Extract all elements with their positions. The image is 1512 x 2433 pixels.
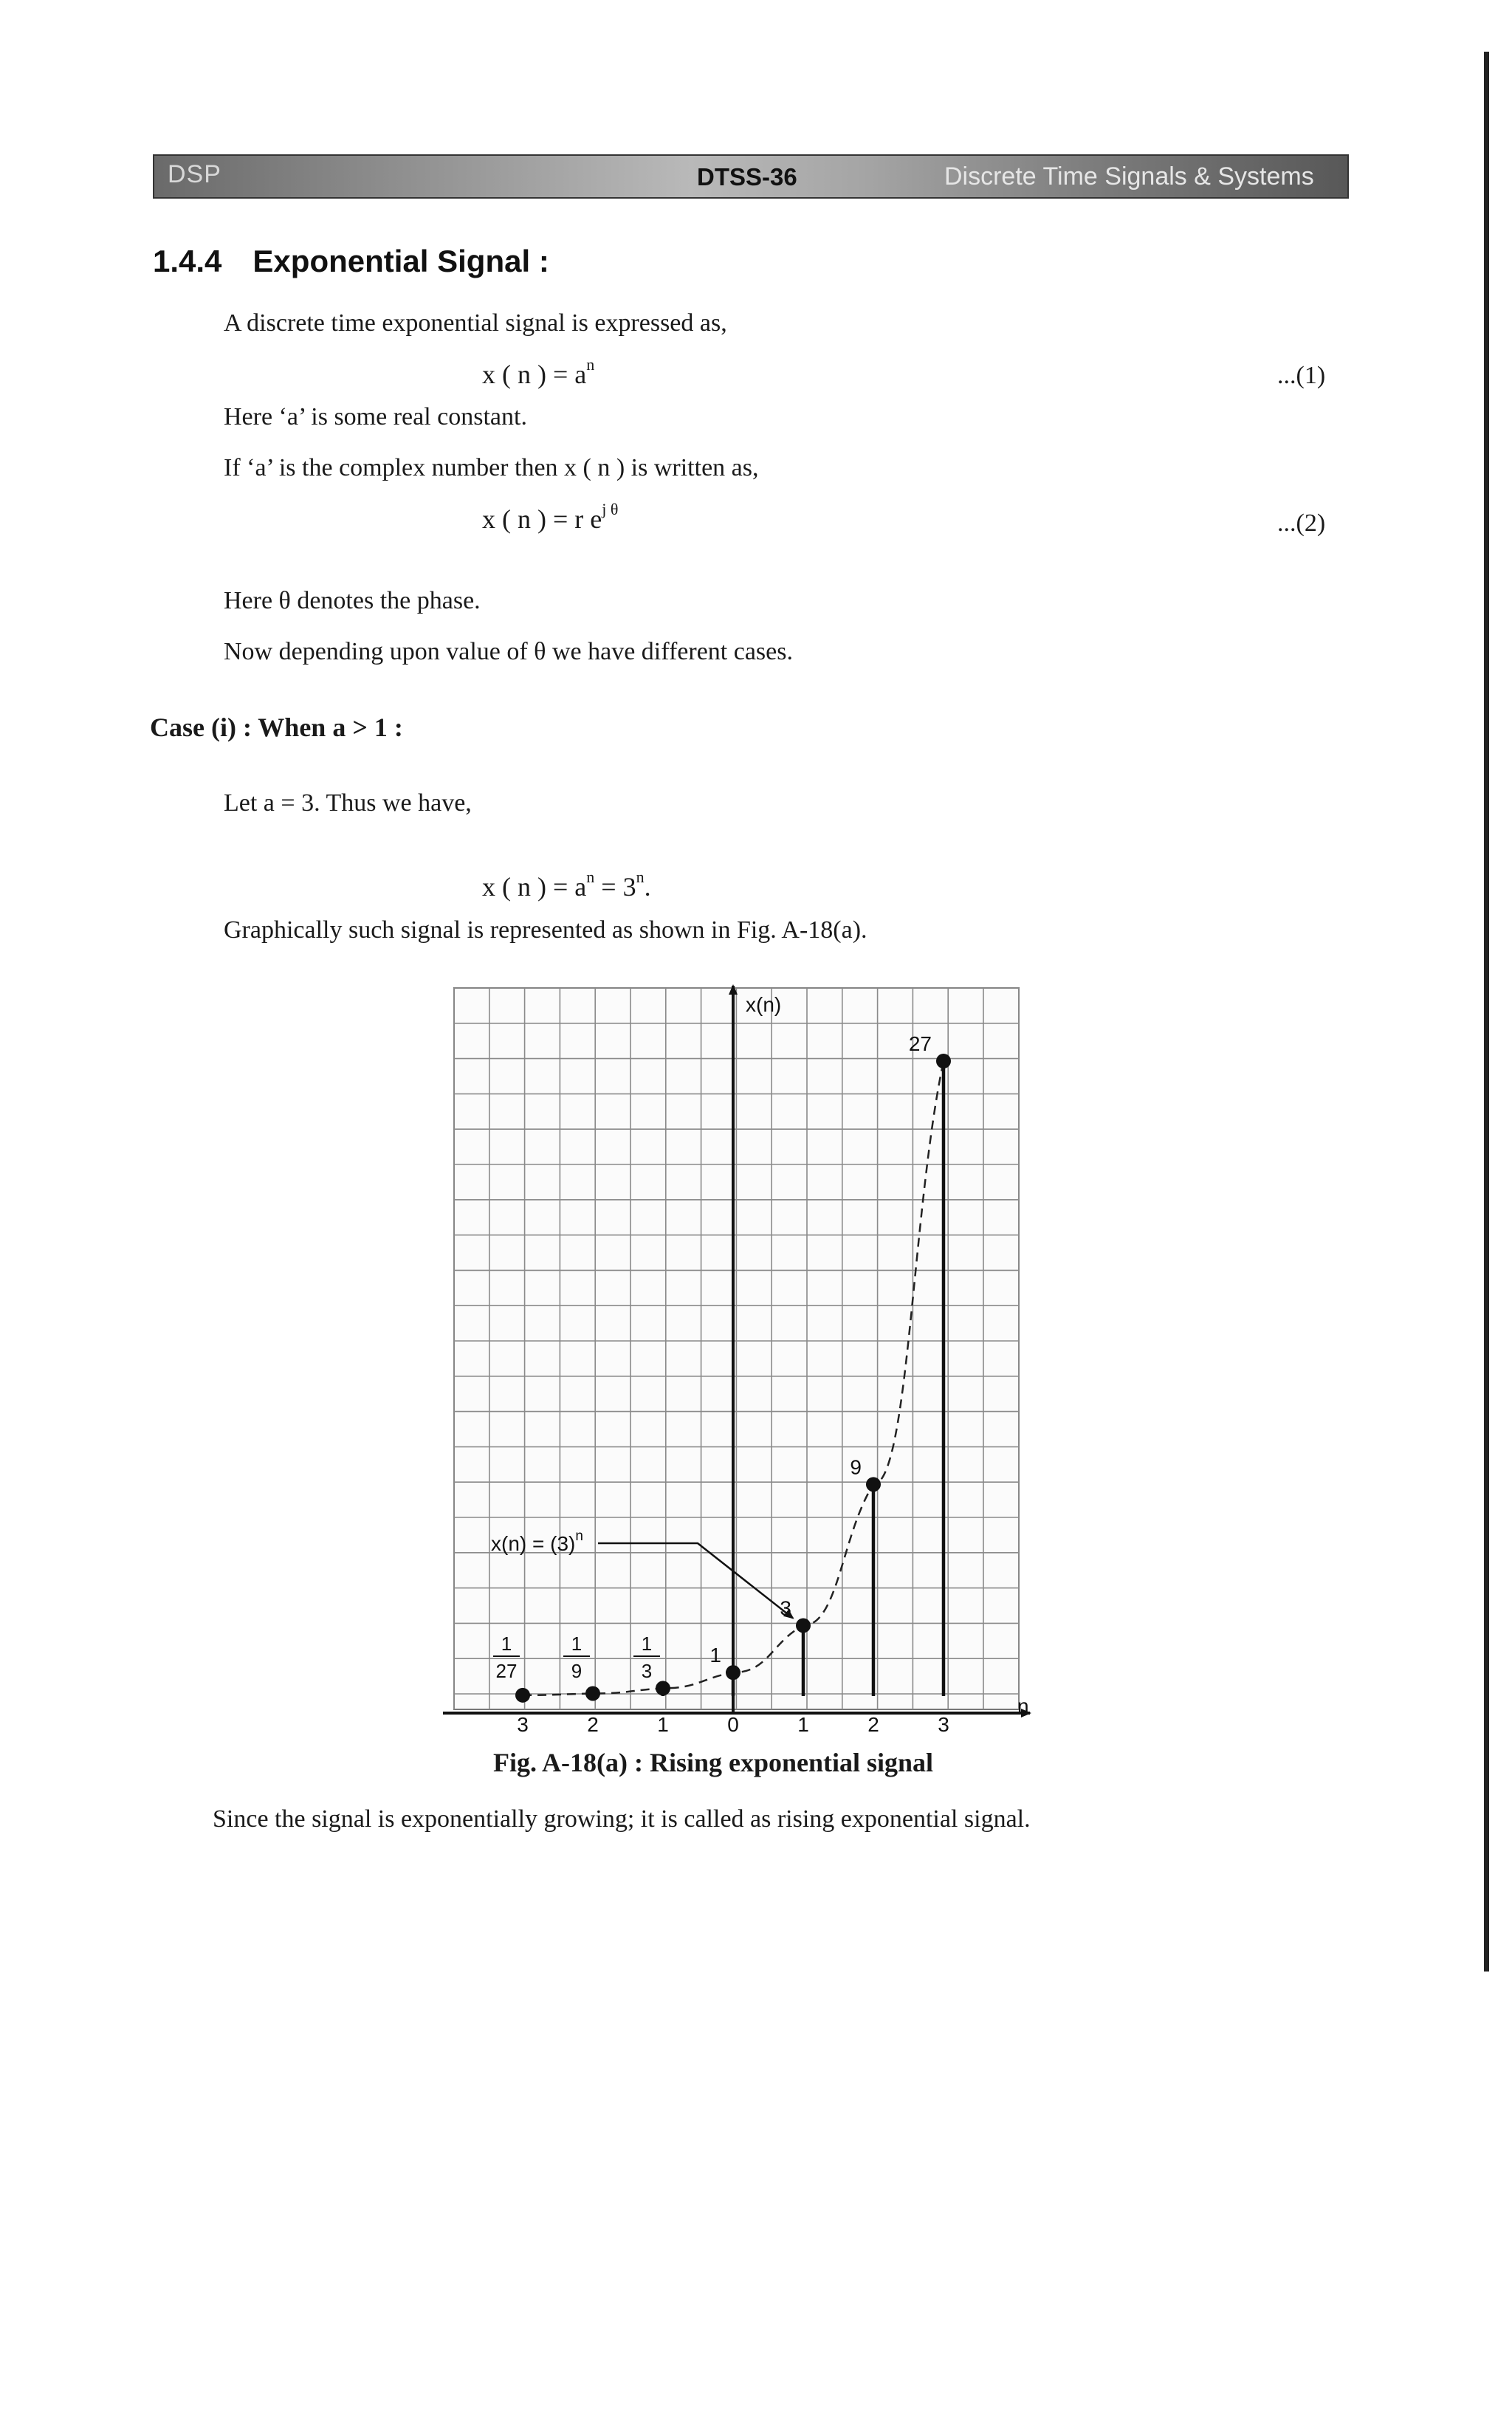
- equation-2: [482, 500, 619, 535]
- page-edge-shadow: [1484, 52, 1489, 1972]
- data-label-numerator: 1: [571, 1633, 583, 1655]
- y-axis-label: x(n): [746, 993, 782, 1016]
- x-tick-label: 0: [727, 1713, 739, 1735]
- section-heading: [153, 244, 549, 279]
- data-label-denominator: 9: [571, 1660, 583, 1682]
- data-label-denominator: 27: [495, 1660, 518, 1682]
- phase-line: Here θ denotes the phase.: [224, 587, 481, 614]
- data-point: [796, 1618, 811, 1633]
- data-label: 3: [780, 1596, 791, 1620]
- header-left-text: DSP: [168, 160, 221, 188]
- equation-1-number: ...(1): [1277, 362, 1326, 389]
- section-number: 1.4.4: [153, 244, 222, 278]
- intro-paragraph: A discrete time exponential signal is expressed as,: [224, 309, 727, 337]
- equation-2-number: ...(2): [1277, 509, 1326, 537]
- x-tick-label: 1: [797, 1713, 809, 1735]
- data-label-numerator: 1: [501, 1633, 512, 1655]
- data-label: 1: [709, 1644, 721, 1667]
- x-tick-label: 3: [517, 1713, 529, 1735]
- exponential-stem-plot: [443, 982, 1034, 1735]
- data-point: [585, 1686, 600, 1701]
- data-point: [515, 1688, 530, 1703]
- equation-3-part-1: x ( n ) = a: [482, 872, 587, 902]
- running-header: [153, 154, 1349, 199]
- data-label-numerator: 1: [641, 1633, 653, 1655]
- equation-3-exp-1: n: [586, 868, 595, 886]
- complex-number-line: If ‘a’ is the complex number then x ( n ) is written as,: [224, 454, 759, 481]
- data-label-denominator: 3: [641, 1660, 653, 1682]
- data-label: 27: [908, 1032, 932, 1055]
- header-page-id: DTSS-36: [697, 163, 797, 191]
- cases-line: Now depending upon value of θ we have different cases.: [224, 638, 793, 665]
- equation-2-exponent: j θ: [602, 500, 619, 518]
- real-constant-line: Here ‘a’ is some real constant.: [224, 403, 527, 430]
- curve-annotation: $x(n) = (3)^n$: [491, 1528, 583, 1555]
- header-section-name: Discrete Time Signals & Systems: [944, 162, 1314, 191]
- section-title: Exponential Signal :: [252, 244, 549, 278]
- data-point: [866, 1477, 881, 1492]
- data-label: 9: [850, 1455, 862, 1479]
- equation-3-exp-2: n: [636, 868, 645, 886]
- graph-reference-line: Graphically such signal is represented as shown in Fig. A-18(a).: [224, 916, 867, 944]
- data-point: [656, 1681, 670, 1695]
- equation-2-body: x ( n ) = r e: [482, 504, 602, 534]
- let-line: Let a = 3. Thus we have,: [224, 789, 472, 817]
- x-tick-label: 2: [867, 1713, 879, 1735]
- equation-3-part-2: = 3: [594, 872, 636, 902]
- equation-1-exponent: n: [586, 355, 595, 374]
- equation-3: [482, 868, 651, 902]
- case-heading: Case (i) : When a > 1 :: [150, 713, 403, 742]
- data-point: [726, 1665, 740, 1680]
- chart-grid: [454, 988, 1019, 1709]
- x-tick-label: 2: [587, 1713, 599, 1735]
- x-tick-label: 3: [938, 1713, 949, 1735]
- figure-caption: Fig. A-18(a) : Rising exponential signal: [493, 1748, 934, 1777]
- equation-1-body: x ( n ) = a: [482, 360, 587, 389]
- conclusion-paragraph: Since the signal is exponentially growing; it is called as rising exponential signal.: [213, 1805, 1031, 1833]
- equation-3-part-3: .: [644, 872, 651, 902]
- data-point: [936, 1054, 951, 1068]
- x-tick-label: 1: [657, 1713, 669, 1735]
- x-axis-label: n: [1017, 1695, 1029, 1717]
- equation-1: [482, 355, 595, 390]
